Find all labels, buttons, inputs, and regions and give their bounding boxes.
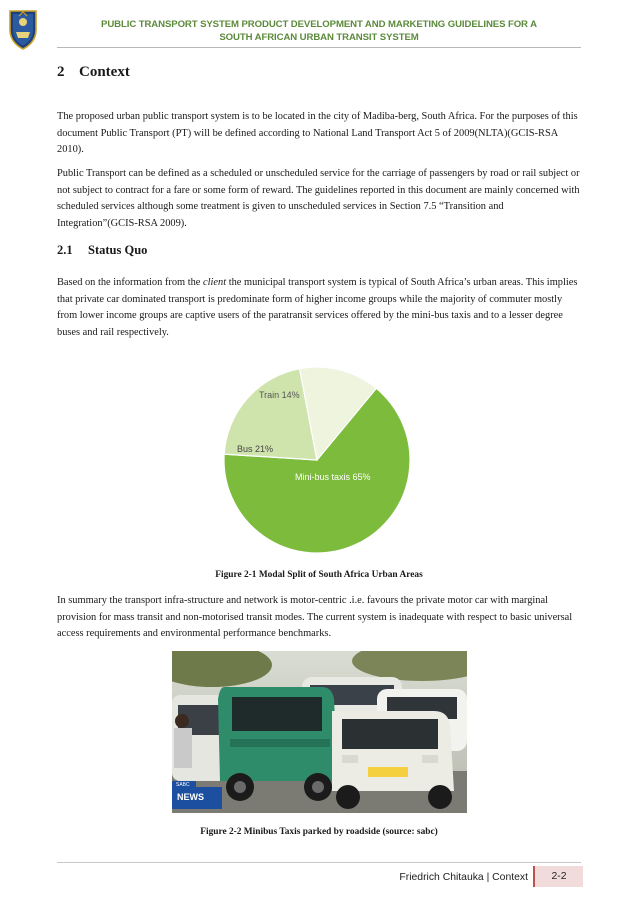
- footer-author-section: Friedrich Chitauka | Context: [399, 872, 528, 883]
- subsection-title: Status Quo: [88, 243, 148, 257]
- footer-divider: [57, 862, 581, 863]
- header-title-line2: SOUTH AFRICAN URBAN TRANSIT SYSTEM: [219, 32, 419, 43]
- figure-2-1-caption: Figure 2-1 Modal Split of South Africa Urban Areas: [215, 570, 423, 580]
- pie-label-train: Train 14%: [259, 390, 300, 400]
- pie-label-mini-bus-taxis: Mini-bus taxis 65%: [295, 472, 371, 482]
- sabc-logo: SABC: [176, 782, 190, 788]
- header-title-line1: PUBLIC TRANSPORT SYSTEM PRODUCT DEVELOPMENT AND MARKETING GUIDELINES FOR A: [101, 19, 537, 30]
- paragraph-status-quo: [57, 275, 585, 341]
- paragraph-status-quo-start: Based on the information from the: [57, 277, 204, 288]
- subsection-heading: [57, 243, 147, 258]
- paragraph-status-quo-rest: the municipal transport system is typical of South Africa’s urban areas. This implies that private car dominated transport is predominate form of higher income groups while the majority of commuter mostly from lower income groups are captive users of the paratransit services offered by the mini-bus taxis and to a lesser degree buses and rail respectively.: [57, 277, 578, 338]
- pie-label-bus: Bus 21%: [237, 444, 274, 454]
- section-number: 2: [57, 64, 65, 80]
- minibus-taxis-photo: [172, 651, 467, 813]
- news-logo: NEWS: [177, 792, 204, 802]
- paragraph-summary: In summary the transport infra-structure and network is motor-centric .i.e. favours the private motor car with marginal provision for mass transit and non-motorised transit modes. The current system is inadequate with respect to basic universal access requirements and environmental performance benchmarks.: [57, 595, 573, 639]
- university-crest-icon: [7, 8, 39, 50]
- header-divider: [57, 47, 581, 48]
- section-heading: [57, 64, 130, 81]
- paragraph-definition-location: The proposed urban public transport system is to be located in the city of Madiba-berg, South Africa. For the purposes of this document Public Transport (PT) will be defined according to National Land Transport Act 5 of 2009(NLTA)(GCIS-RSA 2010).: [57, 111, 578, 155]
- modal-split-pie-chart: [219, 364, 415, 556]
- figure-2-2-caption: Figure 2-2 Minibus Taxis parked by roadside (source: sabc): [200, 827, 438, 837]
- section-title: Context: [79, 64, 130, 80]
- running-header: [50, 18, 588, 44]
- paragraph-status-quo-client: client: [203, 277, 227, 288]
- subsection-number: 2.1: [57, 243, 73, 257]
- page-number: 2-2: [533, 866, 583, 887]
- paragraph-definition-pt: Public Transport can be defined as a scheduled or unscheduled service for the carriage of passengers by road or rail subject or not subject to contract for a fare or some form of reward. The guidelines reported in this document are mainly concerned with scheduled services although some treatment is given to unscheduled services in Section 7.5 “Transition and Integration”(GCIS-RSA 2009).: [57, 168, 580, 229]
